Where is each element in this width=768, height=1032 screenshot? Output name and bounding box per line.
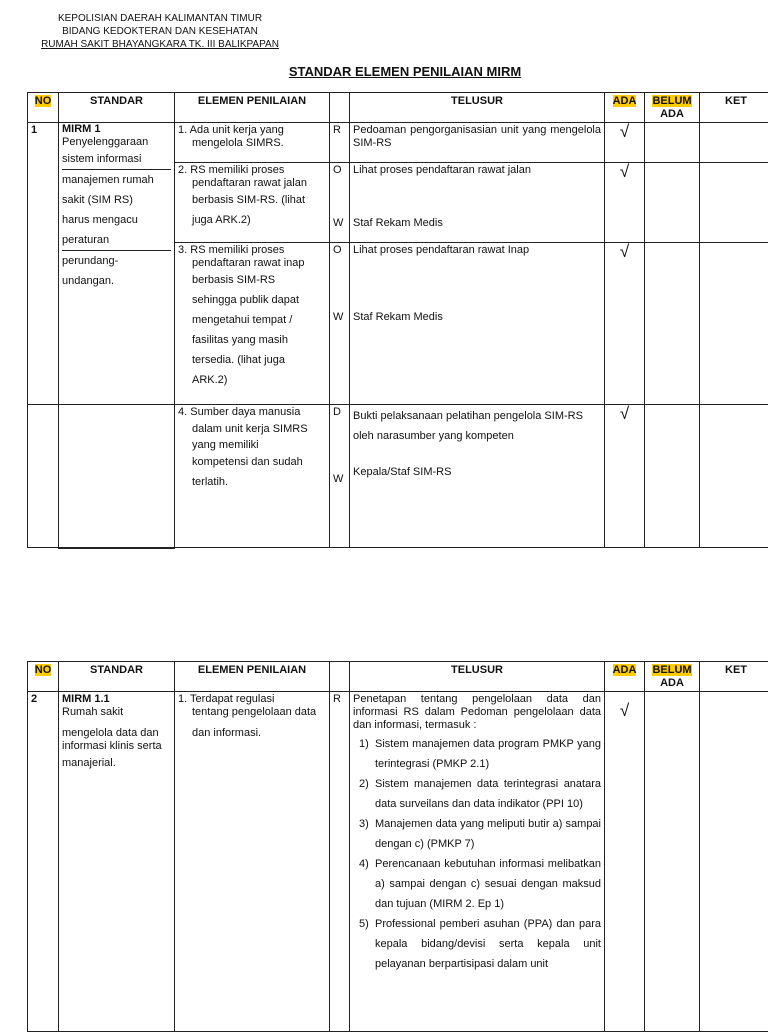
document-title: STANDAR ELEMEN PENILAIAN MIRM (0, 64, 768, 79)
list-item: 5) Professional pemberi asuhan (PPA) dan para kepala bidang/devisi serta kepala unit pelayanan berpartisipasi dalam unit (359, 914, 601, 974)
col-standar: STANDAR (59, 93, 175, 123)
header-line-2: BIDANG KEDOKTERAN DAN KESEHATAN (30, 25, 290, 38)
check-mark: √ (605, 243, 645, 405)
col-ada: ADA (605, 93, 645, 123)
belum-cell (645, 692, 700, 1032)
standard-empty-cell (59, 405, 175, 548)
telusur-cell: Pedoaman pengorganisasian unit yang mengelola SIM-RS (350, 123, 605, 163)
col-code (330, 662, 350, 692)
col-code (330, 93, 350, 123)
col-belum-ada: BELUM ADA (645, 662, 700, 692)
col-ket: KET (700, 93, 768, 123)
check-mark: √ (605, 123, 645, 163)
header-line-1: KEPOLISIAN DAERAH KALIMANTAN TIMUR (30, 12, 290, 25)
belum-cell (645, 163, 700, 243)
telusur-cell: Lihat proses pendaftaran rawat jalan Staf Rekam Medis (350, 163, 605, 243)
row-number: 2 (28, 692, 59, 1032)
code-cell: R (330, 692, 350, 1032)
ket-cell (700, 123, 768, 163)
list-item: 3) Manajemen data yang meliputi butir a) sampai dengan c) (PMKP 7) (359, 814, 601, 854)
table-row (28, 123, 768, 163)
check-mark: √ (605, 405, 645, 548)
list-item: 4) Perencanaan kebutuhan informasi melibatkan a) sampai dengan c) sesuai dengan maksud dan tujuan (MIRM 2. Ep 1) (359, 854, 601, 914)
col-standar: STANDAR (59, 662, 175, 692)
check-mark: √ (605, 163, 645, 243)
col-no: NO (28, 93, 59, 123)
standards-table-1 (27, 92, 768, 549)
table-header-row (28, 662, 768, 692)
belum-cell (645, 123, 700, 163)
belum-cell (645, 405, 700, 548)
col-no: NO (28, 662, 59, 692)
col-elemen: ELEMEN PENILAIAN (175, 93, 330, 123)
ep-cell: 4. Sumber daya manusia dalam unit kerja SIMRS yang memiliki kompetensi dan sudah terlatih. (175, 405, 330, 548)
telusur-cell: Lihat proses pendaftaran rawat Inap Staf Rekam Medis (350, 243, 605, 405)
header-line-3: RUMAH SAKIT BHAYANGKARA TK. III BALIKPAPAN (30, 38, 290, 51)
code-cell: O W (330, 163, 350, 243)
list-item: 1) Sistem manajemen data program PMKP yang terintegrasi (PMKP 2.1) (359, 734, 601, 774)
code-cell: R (330, 123, 350, 163)
standards-table-2 (27, 661, 768, 1032)
table-row (28, 405, 768, 548)
code-cell: O W (330, 243, 350, 405)
telusur-cell: Penetapan tentang pengelolaan data dan informasi RS dalam Pedoman pengelolaan data dan informasi, termasuk : 1) Sistem manajemen data program PMKP yang terintegrasi (PMKP 2.1) 2) Sistem manajemen data terintegrasi anatara data surveilans dan data indikator (PPI 10) 3) Manajemen data yang meliputi butir a) sampai dengan c) (PMKP 7) 4) Perencanaan kebutuhan informasi melibatkan a) sampai dengan c) sesuai dengan maksud dan tujuan (MIRM 2. Ep 1) 5) Professional pemberi asuhan (PPA) dan para kepala bidang/devisi serta kepala unit pelayanan berpartisipasi dalam unit (350, 692, 605, 1032)
ep-cell: 1. Ada unit kerja yang mengelola SIMRS. (175, 123, 330, 163)
code-cell: D W (330, 405, 350, 548)
institution-header (30, 12, 290, 51)
table-row (28, 692, 768, 1032)
belum-cell (645, 243, 700, 405)
check-mark: √ (605, 692, 645, 1032)
telusur-list (353, 734, 601, 974)
col-telusur: TELUSUR (350, 93, 605, 123)
standard-cell: MIRM 1.1 Rumah sakit mengelola data dan informasi klinis serta manajerial. (59, 692, 175, 1032)
ep-cell: 3. RS memiliki proses pendaftaran rawat inap berbasis SIM-RS sehingga publik dapat mengetahui tempat / fasilitas yang masih tersedia. (lihat juga ARK.2) (175, 243, 330, 405)
col-belum-ada: BELUM ADA (645, 93, 700, 123)
no-empty-cell (28, 405, 59, 548)
ket-cell (700, 405, 768, 548)
ket-cell (700, 163, 768, 243)
standard-code: MIRM 1 (62, 123, 171, 136)
col-telusur: TELUSUR (350, 662, 605, 692)
standard-cell: MIRM 1 Penyelenggaraan sistem informasi manajemen rumah sakit (SIM RS) harus mengacu peraturan perundang- undangan. (59, 123, 175, 405)
ep-cell: 1. Terdapat regulasi tentang pengelolaan data dan informasi. (175, 692, 330, 1032)
ket-cell (700, 243, 768, 405)
table-header-row (28, 93, 768, 123)
ket-cell (700, 692, 768, 1032)
col-ada: ADA (605, 662, 645, 692)
ep-cell: 2. RS memiliki proses pendaftaran rawat jalan berbasis SIM-RS. (lihat juga ARK.2) (175, 163, 330, 243)
standard-code: MIRM 1.1 (62, 693, 171, 706)
list-item: 2) Sistem manajemen data terintegrasi anatara data surveilans dan data indikator (PPI 10) (359, 774, 601, 814)
row-number: 1 (28, 123, 59, 405)
telusur-cell: Bukti pelaksanaan pelatihan pengelola SIM-RS oleh narasumber yang kompeten Kepala/Staf SIM-RS (350, 405, 605, 548)
col-elemen: ELEMEN PENILAIAN (175, 662, 330, 692)
col-ket: KET (700, 662, 768, 692)
